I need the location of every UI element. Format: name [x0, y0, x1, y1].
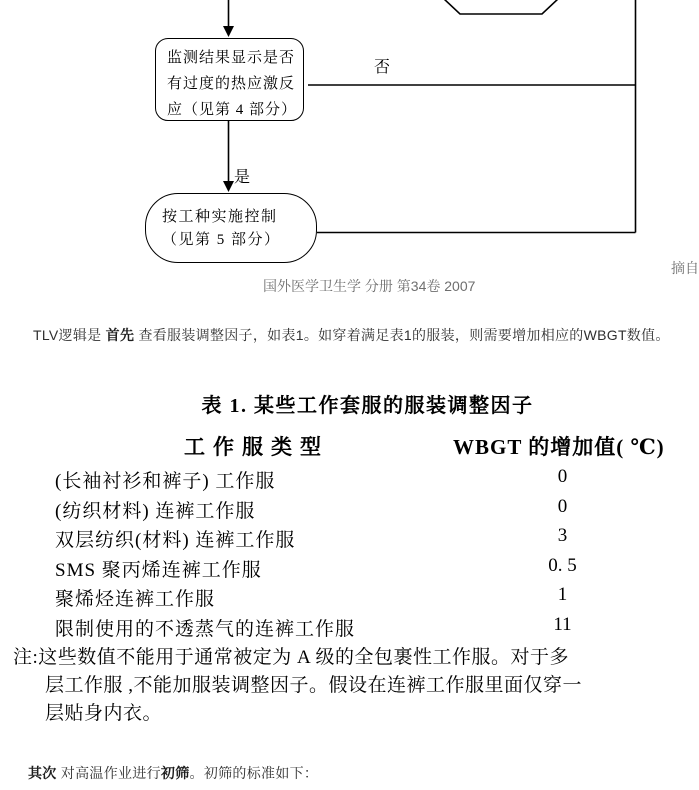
row-label: 限制使用的不透蒸气的连裤工作服 — [55, 618, 356, 640]
table-note-line: 层工作服 ,不能加服装调整因子。假设在连裤工作服里面仅穿一 — [45, 675, 583, 697]
column-header-clothing-type: 工作服类型 — [184, 435, 329, 459]
row-label: SMS 聚丙烯连裤工作服 — [55, 559, 262, 581]
control-box-line: 按工种实施控制 — [162, 209, 278, 225]
row-value: 0 — [557, 495, 568, 517]
table-rows — [0, 464, 695, 641]
row-value: 3 — [557, 525, 568, 546]
row-value: 0. 5 — [548, 554, 577, 576]
screening-text-bold-screen: 初筛 — [160, 765, 190, 781]
table-row — [0, 494, 695, 524]
source-note: 摘自 — [671, 260, 699, 276]
monitor-box-line: 监测结果显示是否 — [167, 50, 296, 66]
screening-text-rest: 。初筛的标准如下： — [189, 765, 319, 781]
table-row — [0, 612, 695, 642]
row-value: 1 — [557, 584, 568, 605]
table-row — [0, 582, 695, 612]
table-note-line: 层贴身内衣。 — [45, 703, 163, 725]
row-value: 11 — [553, 613, 572, 635]
flowchart-box-implement-controls — [145, 193, 317, 263]
tlv-text-rest: 查看服装调整因子，如表1。如穿着满足表1的服装，则需要增加相应的WBGT数值。 — [134, 327, 670, 343]
row-label: (纺织材料) 连裤工作服 — [55, 500, 256, 522]
table-row — [0, 523, 695, 553]
row-value: 0 — [557, 466, 568, 487]
flowchart-label-no: 否 — [374, 59, 391, 76]
flowchart-box-monitor-results — [155, 38, 304, 121]
screening-text-mid: 对高温作业进行 — [56, 765, 161, 781]
row-label: 聚烯烃连裤工作服 — [55, 589, 216, 610]
journal-caption: 国外医学卫生学 分册 第34卷 2007 — [263, 278, 476, 294]
table-title: 表 1. 某些工作套服的服装调整因子 — [201, 395, 534, 417]
flowchart-connectors — [0, 0, 695, 300]
monitor-box-line: 应（见第 4 部分） — [167, 102, 298, 118]
column-header-wbgt-addition: WBGT 的增加值( ℃) — [453, 435, 665, 459]
arrow-yes-head — [223, 181, 234, 192]
paragraph-tlv-logic — [33, 325, 670, 345]
tlv-text-bold-first: 首先 — [105, 327, 135, 343]
tlv-text-prefix: TLV逻辑是 — [33, 327, 106, 343]
arrow-into-monitor-head — [223, 26, 234, 37]
table-row — [0, 553, 695, 583]
screening-text-bold-second: 其次 — [28, 765, 57, 781]
flowchart-label-yes: 是 — [234, 169, 251, 186]
table-note-line: 注:这些数值不能用于通常被定为 A 级的全包裹性工作服。对于多 — [13, 647, 569, 668]
table-row — [0, 464, 695, 494]
hexagon-shape-partial — [443, 0, 559, 14]
paragraph-initial-screening — [28, 763, 318, 783]
row-label: 双层纺织(材料) 连裤工作服 — [55, 530, 296, 551]
flowchart-figure — [0, 0, 699, 300]
row-label: (长袖衬衫和裤子) 工作服 — [55, 471, 276, 492]
monitor-box-line: 有过度的热应激反 — [167, 76, 296, 92]
control-box-line: （见第 5 部分） — [162, 232, 281, 248]
table-note — [0, 644, 695, 729]
